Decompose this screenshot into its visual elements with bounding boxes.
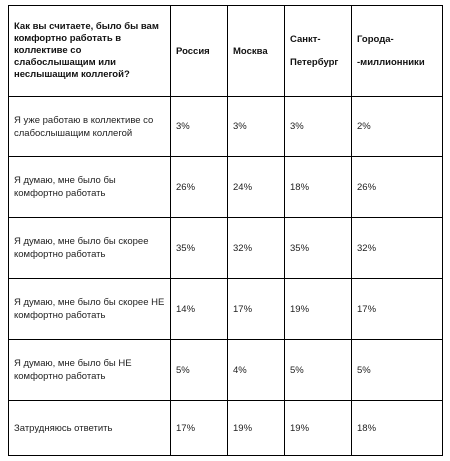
value-cities: 32%	[352, 218, 443, 279]
value-cities: 2%	[352, 97, 443, 157]
value-moscow: 4%	[228, 340, 285, 401]
column-header-cities-line2: -миллионники	[357, 57, 425, 68]
column-header-spb-line1: Санкт-	[290, 34, 321, 45]
value-cities: 5%	[352, 340, 443, 401]
column-header-russia: Россия	[171, 6, 228, 97]
table-row	[9, 279, 443, 340]
table-header-row	[9, 6, 443, 97]
answer-cell: Я думаю, мне было бы скорее НЕ комфортно работать	[9, 279, 171, 340]
column-header-moscow: Москва	[228, 6, 285, 97]
question-header: Как вы считаете, было бы вам комфортно работать в коллективе со слабослышащим или неслышащим коллегой?	[9, 6, 171, 97]
value-spb: 3%	[285, 97, 352, 157]
table-row	[9, 97, 443, 157]
value-russia: 17%	[171, 401, 228, 456]
value-moscow: 19%	[228, 401, 285, 456]
value-moscow: 3%	[228, 97, 285, 157]
table-row	[9, 340, 443, 401]
value-spb: 18%	[285, 157, 352, 218]
value-spb: 5%	[285, 340, 352, 401]
value-russia: 35%	[171, 218, 228, 279]
answer-cell: Я уже работаю в коллективе со слабослышащим коллегой	[9, 97, 171, 157]
answer-cell: Я думаю, мне было бы НЕ комфортно работать	[9, 340, 171, 401]
value-spb: 35%	[285, 218, 352, 279]
answer-cell: Я думаю, мне было бы комфортно работать	[9, 157, 171, 218]
value-moscow: 17%	[228, 279, 285, 340]
value-russia: 26%	[171, 157, 228, 218]
column-header-cities-line1: Города-	[357, 34, 394, 45]
table-row	[9, 218, 443, 279]
column-header-spb-line2: Петербург	[290, 57, 339, 68]
value-spb: 19%	[285, 401, 352, 456]
value-russia: 5%	[171, 340, 228, 401]
value-moscow: 24%	[228, 157, 285, 218]
answer-cell: Я думаю, мне было бы скорее комфортно работать	[9, 218, 171, 279]
value-moscow: 32%	[228, 218, 285, 279]
answer-cell: Затрудняюсь ответить	[9, 401, 171, 456]
value-russia: 3%	[171, 97, 228, 157]
table-row	[9, 157, 443, 218]
survey-results-table	[8, 5, 443, 456]
column-header-cities	[352, 6, 443, 97]
column-header-spb	[285, 6, 352, 97]
value-cities: 17%	[352, 279, 443, 340]
value-cities: 26%	[352, 157, 443, 218]
table-row	[9, 401, 443, 456]
value-spb: 19%	[285, 279, 352, 340]
value-russia: 14%	[171, 279, 228, 340]
value-cities: 18%	[352, 401, 443, 456]
